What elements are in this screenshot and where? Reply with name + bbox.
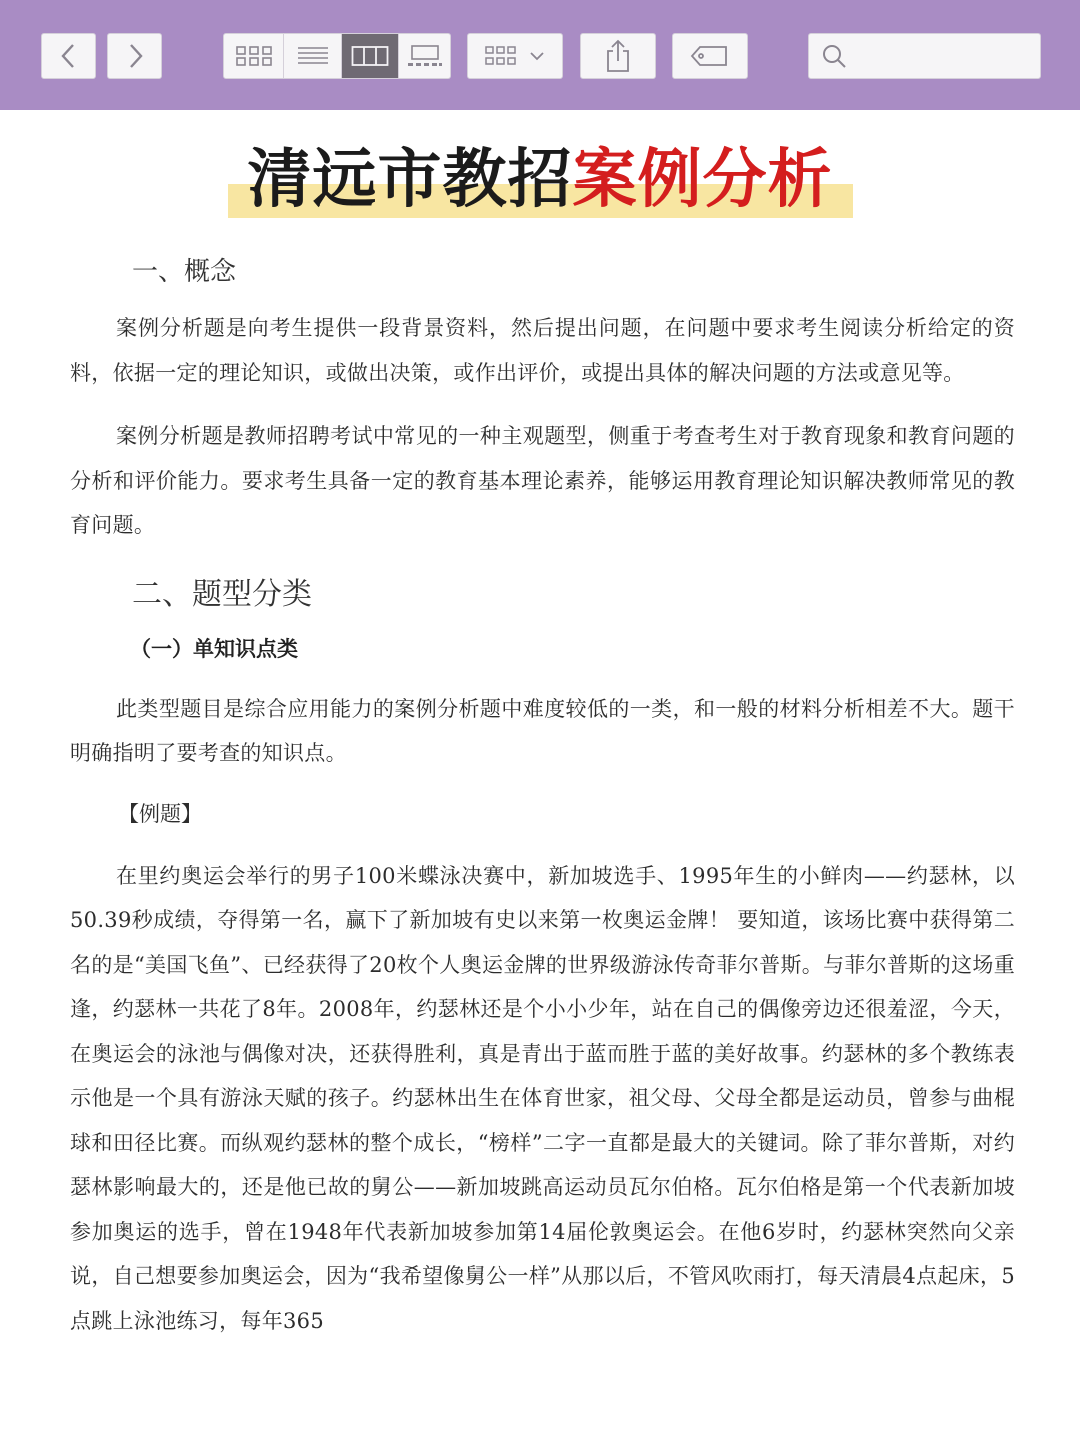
title-red-part: 案例分析 — [572, 143, 833, 217]
document-title-area — [0, 140, 1080, 220]
search-icon — [821, 43, 847, 69]
document-title — [228, 140, 853, 220]
list-view-button[interactable] — [284, 33, 342, 79]
gallery-view-icon — [407, 44, 443, 68]
list-view-icon — [297, 45, 329, 67]
title-black-part: 清远市教招 — [247, 143, 573, 217]
gallery-view-button[interactable] — [399, 33, 451, 79]
icon-view-icon — [235, 45, 273, 67]
document-body — [70, 250, 1015, 1343]
example-text: 在里约奥运会举行的男子100米蝶泳决赛中，新加坡选手、1995年生的小鲜肉——约瑟林，以50.39秒成绩，夺得第一名，赢下了新加坡有史以来第一枚奥运金牌！ 要知道，该场比赛中获得第二名的是“美国飞鱼”、已经获得了20枚个人奥运金牌的世界级游泳传奇菲尔普斯。与菲尔普斯的这场重逢，约瑟林一共花了8年。2008年，约瑟林还是个小小少年，站在自己的偶像旁边还很羞涩，今天，在奥运会的泳池与偶像对决，还获得胜利，真是青出于蓝而胜于蓝的美好故事。约瑟林的多个教练表示他是一个具有游泳天赋的孩子。约瑟林出生在体育世家，祖父母、父母全都是运动员，曾参与曲棍球和田径比赛。而纵观约瑟林的整个成长，“榜样”二字一直都是最大的关键词。除了菲尔普斯，对约瑟林影响最大的，还是他已故的舅公——新加坡跳高运动员瓦尔伯格。瓦尔伯格是第一个代表新加坡参加奥运的选手，曾在1948年代表新加坡参加第14届伦敦奥运会。在他6岁时，约瑟林突然向父亲说，自己想要参加奥运会，因为“我希望像舅公一样”从那以后，不管风吹雨打，每天清晨4点起床，5点跳上泳池练习，每年365 — [70, 863, 1015, 1333]
share-icon — [604, 39, 632, 73]
view-mode-segmented-control — [223, 33, 451, 79]
search-input[interactable] — [855, 46, 1029, 66]
search-field[interactable] — [808, 33, 1041, 79]
tag-icon — [690, 44, 730, 68]
group-by-button[interactable] — [467, 33, 563, 79]
column-view-button[interactable] — [342, 33, 399, 79]
section-2-heading: 二、题型分类 — [132, 576, 312, 612]
forward-button[interactable] — [107, 33, 162, 79]
finder-toolbar — [0, 0, 1080, 110]
icon-view-button[interactable] — [223, 33, 284, 79]
tag-button[interactable] — [672, 33, 748, 79]
share-button[interactable] — [580, 33, 656, 79]
section-2-subheading: （一）单知识点类 — [130, 636, 298, 661]
column-view-icon — [351, 45, 389, 67]
back-button[interactable] — [41, 33, 96, 79]
group-by-icon — [484, 45, 524, 67]
chevron-right-icon — [125, 42, 145, 70]
section-2-paragraph: 此类型题目是综合应用能力的案例分析题中难度较低的一类，和一般的材料分析相差不大。题干明确指明了要考查的知识点。 — [70, 696, 1015, 765]
section-1-heading: 一、概念 — [132, 257, 237, 287]
chevron-down-icon — [528, 50, 546, 62]
section-1-paragraph-1: 案例分析题是向考生提供一段背景资料，然后提出问题，在问题中要求考生阅读分析给定的资料，依据一定的理论知识，或做出决策，或作出评价，或提出具体的解决问题的方法或意见等。 — [70, 316, 1015, 385]
section-1-paragraph-2: 案例分析题是教师招聘考试中常见的一种主观题型，侧重于考查考生对于教育现象和教育问题的分析和评价能力。要求考生具备一定的教育基本理论素养，能够运用教育理论知识解决教师常见的教育问题。 — [70, 424, 1015, 537]
example-label: 【例题】 — [118, 801, 202, 826]
bottom-fade — [0, 1355, 1080, 1440]
chevron-left-icon — [59, 42, 79, 70]
